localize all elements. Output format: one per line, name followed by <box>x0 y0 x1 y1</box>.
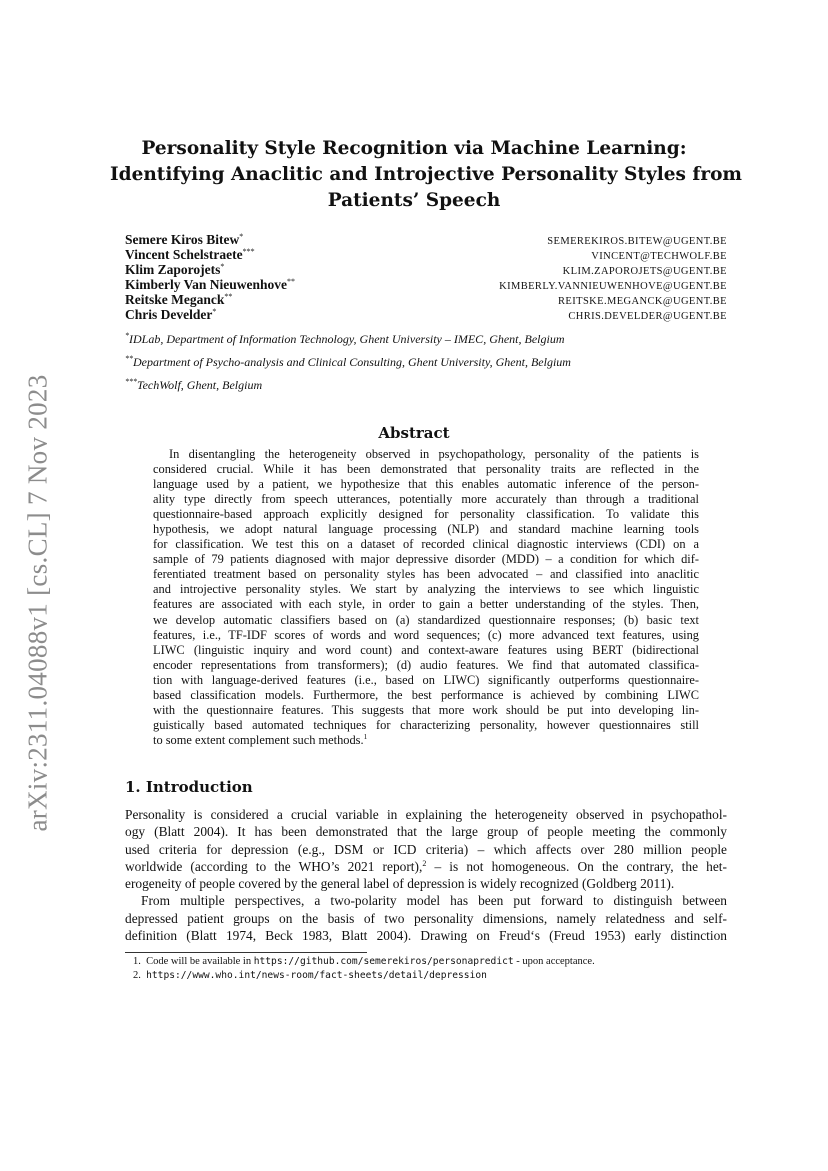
abstract-heading: Abstract <box>378 424 450 442</box>
paper-title <box>110 136 742 214</box>
author-row <box>125 277 727 292</box>
author-email: REITSKE.MEGANCK@UGENT.BE <box>558 296 727 307</box>
abstract-line: encoder representations from transformers); (d) audio features. We find that automated classifica- <box>153 657 699 672</box>
title-line-3: Patients’ Speech <box>327 190 501 211</box>
title-line-1: Personality Style Recognition via Machine Learning: <box>141 138 687 159</box>
affiliation-list <box>125 331 727 400</box>
author-row <box>125 232 727 247</box>
author-name: Kimberly Van Nieuwenhove** <box>125 277 296 292</box>
footnotes <box>133 955 727 983</box>
affiliation: **Department of Psycho-analysis and Clinical Consulting, Ghent University, Ghent, Belgium <box>125 354 571 369</box>
abstract-line: features, i.e., TF-IDF scores of words and word sequences; (c) more advanced text features, using <box>153 627 699 642</box>
arxiv-identifier-text: arXiv:2311.04088v1 [cs.CL] 7 Nov 2023 <box>22 374 53 832</box>
author-row <box>125 247 727 262</box>
footnote-link[interactable]: https://www.who.int/news-room/fact-sheets/detail/depression <box>146 970 487 981</box>
author-list <box>125 232 727 322</box>
abstract-line: based classification models. Furthermore, the best performance is achieved by combining LIWC <box>153 687 699 702</box>
footnote-marker: 2 <box>422 858 427 868</box>
abstract-line: ality type directly from speech utterances, potentially more accurately than through a traditional <box>153 492 699 507</box>
author-email: VINCENT@TECHWOLF.BE <box>591 251 727 262</box>
intro-line: From multiple perspectives, a two-polarity model has been put forward to distinguish between <box>141 893 727 909</box>
introduction-body <box>125 806 727 944</box>
intro-line: ogy (Blatt 2004). It has been demonstrated that the large group of people meeting the commonly <box>125 824 727 840</box>
footnote: 1. Code will be available in https://github.com/semerekiros/personapredict - upon acceptance. <box>133 956 595 967</box>
author-name: Chris Develder* <box>125 307 217 322</box>
author-email: SEMEREKIROS.BITEW@UGENT.BE <box>547 236 727 247</box>
title-line-2: Identifying Anaclitic and Introjective Personality Styles from <box>110 164 742 185</box>
abstract-line: sample of 79 patients diagnosed with major depressive disorder (MDD) – a condition for which dif- <box>153 552 699 567</box>
author-email: CHRIS.DEVELDER@UGENT.BE <box>568 311 727 322</box>
author-name: Semere Kiros Bitew* <box>125 232 244 247</box>
intro-line: erogeneity of people covered by the general label of depression is widely recognized (Goldberg 2011). <box>125 876 675 892</box>
abstract-line: features are associated with each style, in order to gain a better understanding of the styles. Then, <box>153 597 699 612</box>
section-heading-introduction: 1. Introduction <box>125 778 253 796</box>
abstract-line: with the questionnaire features. This suggests that more work should be put into developing lin- <box>153 702 699 717</box>
intro-line: depressed patient groups on the basis of two personality dimensions, namely relatedness and self- <box>125 910 727 926</box>
abstract-line: we develop automatic classifiers based on (a) standardized questionnaire responses; (b) basic text <box>153 612 699 627</box>
intro-line: worldwide (according to the WHO’s 2021 report),$^2$ – is not homogeneous. On the contrary, the het- <box>125 858 727 874</box>
abstract-line: language used by a patient, we hypothesize that this enables automatic inference of the person- <box>153 477 699 492</box>
author-name: Vincent Schelstraete*** <box>125 247 255 262</box>
abstract-line: In disentangling the heterogeneity observed in psychopathology, personality of the patients is <box>169 447 699 461</box>
abstract-line: guistically based automated techniques for characterizing personality, however questionnaires still <box>153 717 699 732</box>
author-name: Reitske Meganck** <box>125 292 233 307</box>
abstract-line: ferentiated treatment based on personality styles has been advocated – and classified into anaclitic <box>153 567 699 582</box>
abstract-line: considered crucial. While it has been demonstrated that personality traits are reflected in the <box>153 462 699 477</box>
intro-line: definition (Blatt 1974, Beck 1983, Blatt 2004). Drawing on Freud‘s (Freud 1953) early distinction <box>125 928 727 944</box>
abstract-line: and introjective personality styles. We start by analyzing the interviews to see which linguistic <box>153 582 699 597</box>
abstract-line: questionnaire-based approach explicitly designed for personality classification. To validate this <box>153 507 699 522</box>
abstract-line: for classification. We test this on a dataset of recorded clinical diagnostic interviews (CDI) on a <box>153 537 699 552</box>
affiliation: *IDLab, Department of Information Technology, Ghent University – IMEC, Ghent, Belgium <box>125 331 565 346</box>
abstract-body <box>153 447 699 748</box>
author-name: Klim Zaporojets* <box>125 262 225 277</box>
intro-line: used criteria for depression (e.g., DSM or ICD criteria) – which affects over 280 million people <box>125 841 727 857</box>
footnote-divider <box>125 952 367 953</box>
author-email: KIMBERLY.VANNIEUWENHOVE@UGENT.BE <box>499 281 727 292</box>
intro-line: Personality is considered a crucial variable in explaining the heterogeneity observed in psychopathol- <box>125 807 727 822</box>
footnote-marker: 1 <box>363 731 368 741</box>
footnote-link[interactable]: https://github.com/semerekiros/personapredict <box>253 956 514 967</box>
author-row <box>125 292 727 307</box>
abstract-line: to some extent complement such methods.$^1$ <box>153 731 368 747</box>
author-row <box>125 262 727 277</box>
abstract-line: LIWC (linguistic inquiry and word count) and context-aware features using BERT (bidirectional <box>153 642 699 657</box>
author-email: KLIM.ZAPOROJETS@UGENT.BE <box>562 266 727 277</box>
footnote: 2. https://www.who.int/news-room/fact-sheets/detail/depression <box>133 970 487 981</box>
abstract-line: hypothesis, we adopt natural language processing (NLP) and standard machine learning tools <box>153 522 699 537</box>
author-row <box>125 307 727 322</box>
affiliation: ***TechWolf, Ghent, Belgium <box>125 377 263 392</box>
abstract-line: tion with language-derived features (i.e., based on LIWC) significantly outperforms questionnaire- <box>153 672 699 687</box>
